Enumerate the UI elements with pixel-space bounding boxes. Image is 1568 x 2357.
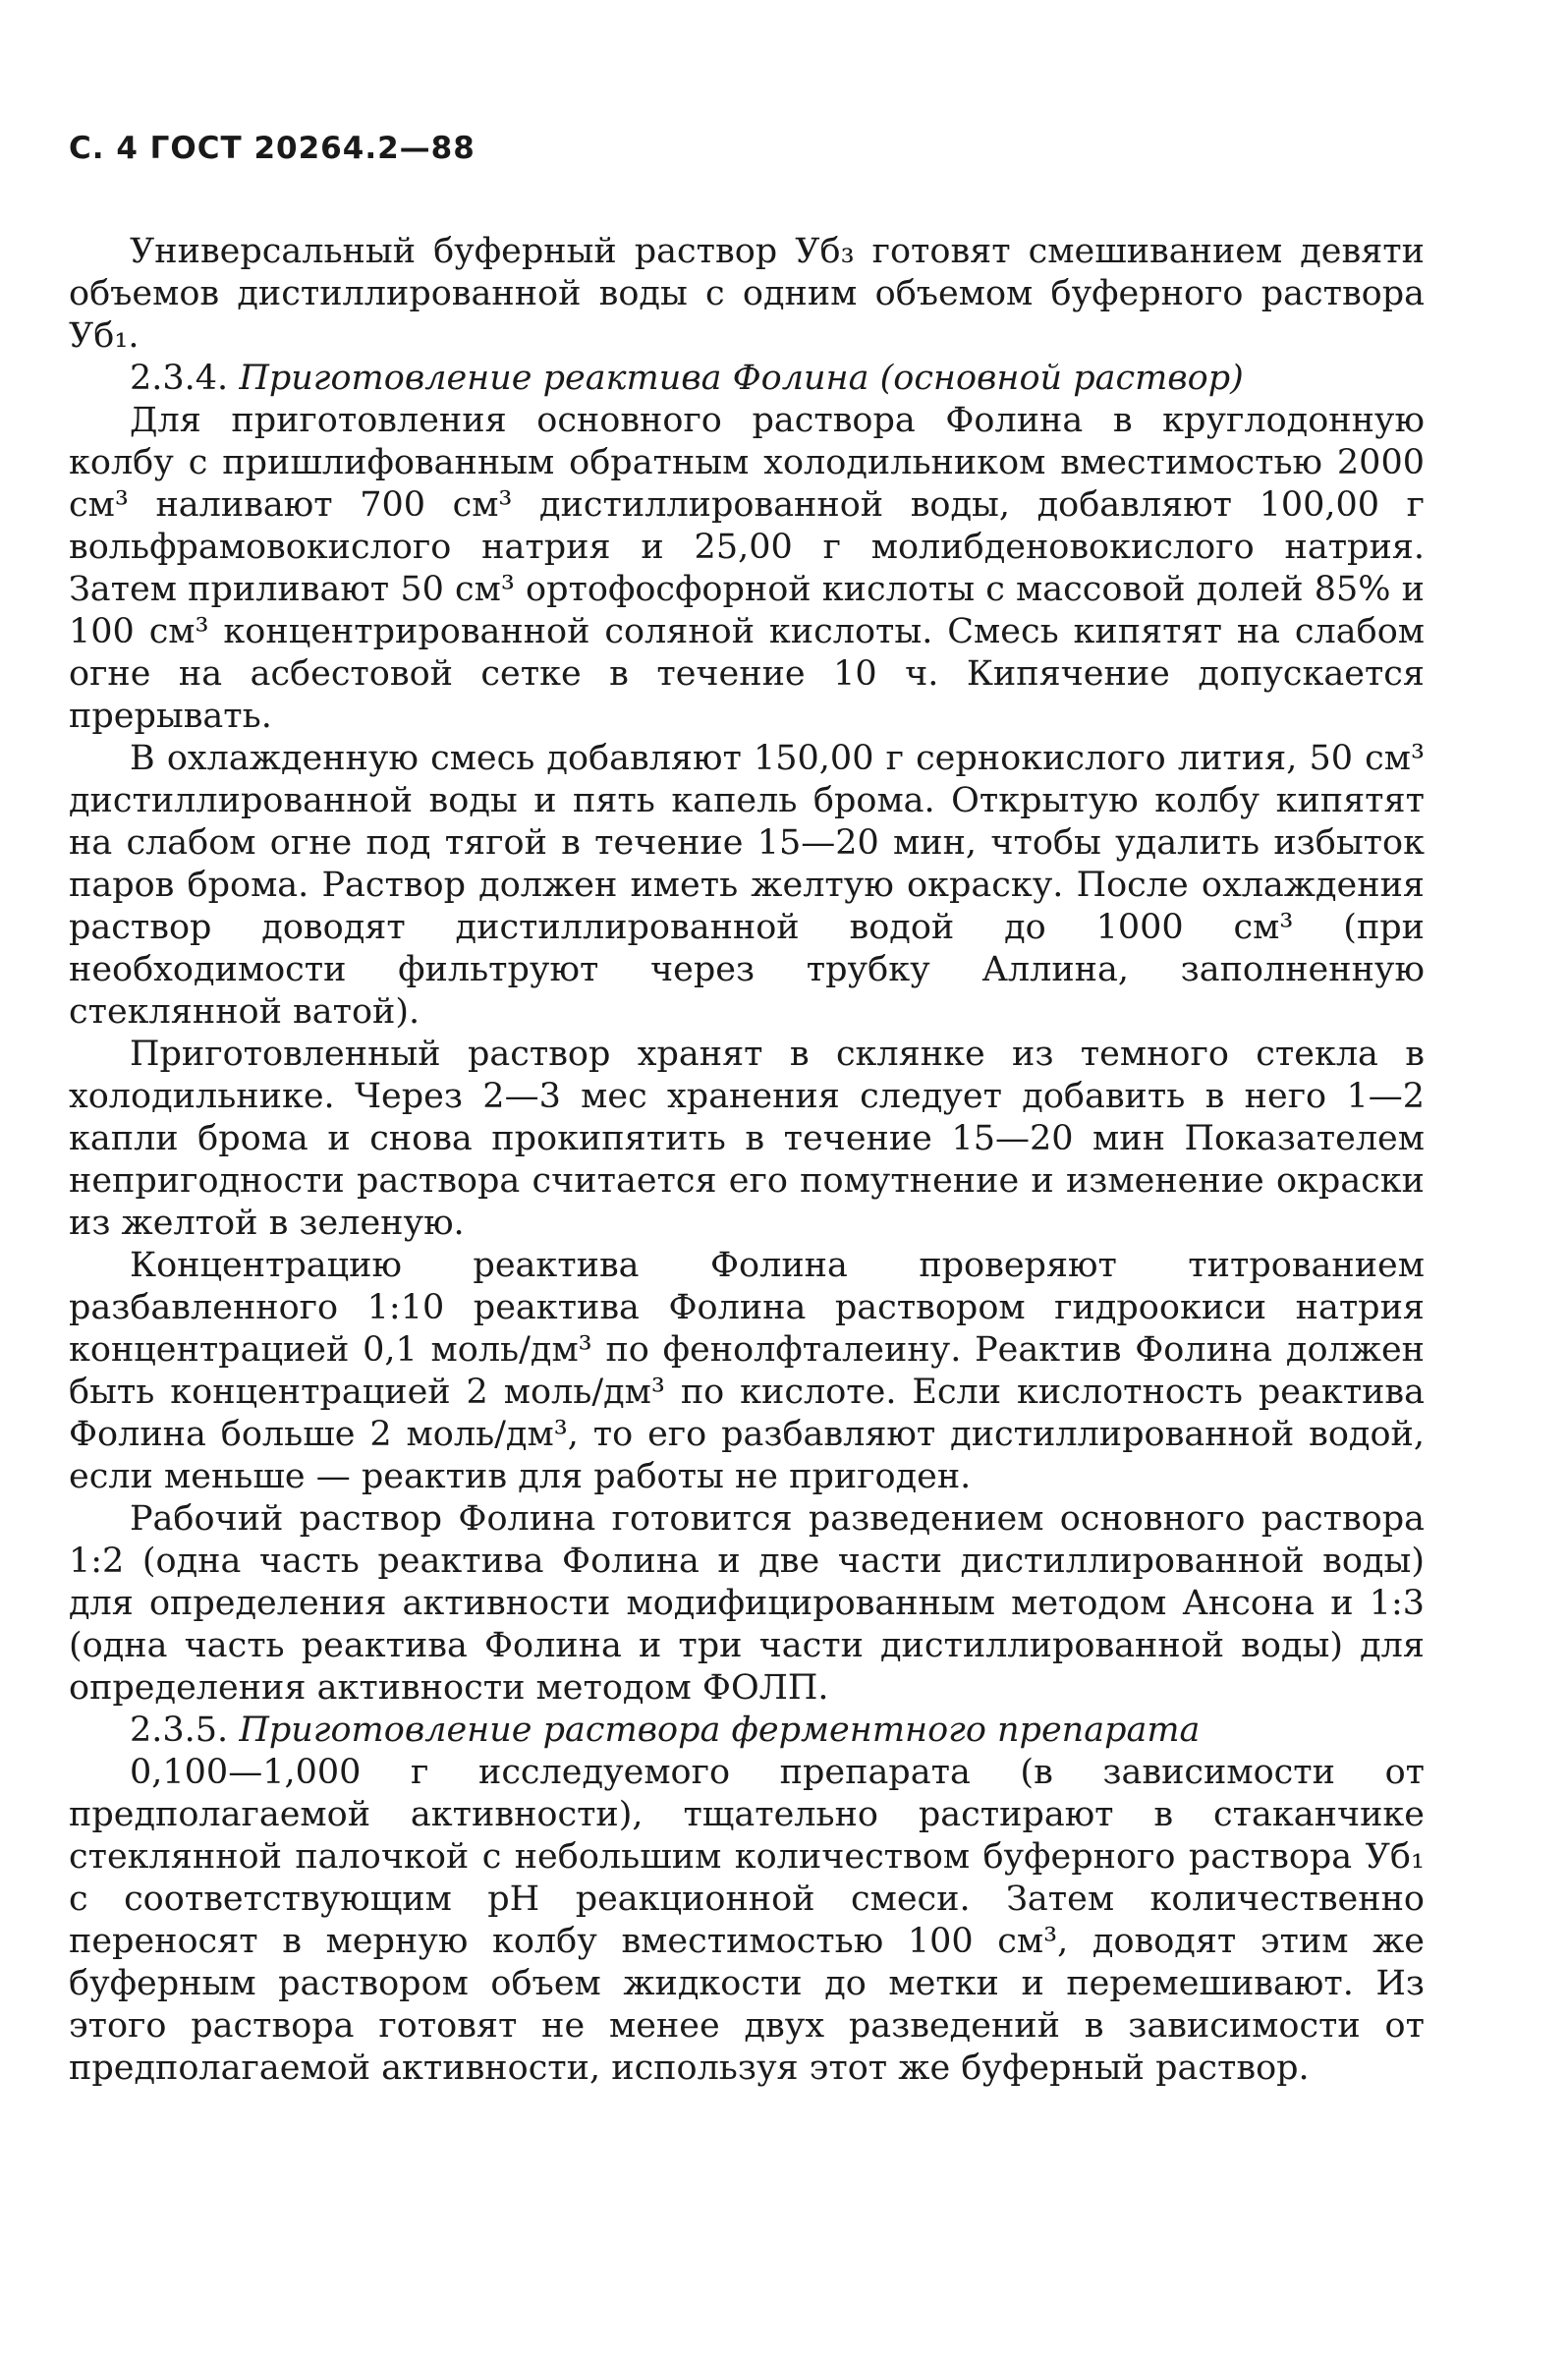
document-page: [69, 128, 1425, 2090]
paragraph-buffer-ub3: Универсальный буферный раствор Уб₃ готовят смешиванием девяти объемов дистиллированной воды с одним объемом буферного раствора Уб₁.: [69, 232, 1425, 356]
paragraph-storage: Приготовленный раствор хранят в склянке из темного стекла в холодильнике. Через 2—3 мес хранения следует добавить в него 1—2 капли брома и снова прокипятить в течение 15—20 мин Показателем непригодности раствора считается его помутнение и изменение окраски из желтой в зеленую.: [69, 1035, 1425, 1243]
section-title: Приготовление раствора ферментного препарата: [239, 1711, 1201, 1750]
section-2-3-4-heading: [69, 358, 1425, 400]
paragraph-enzyme-solution: 0,100—1,000 г исследуемого препарата (в зависимости от предполагаемой активности), тщательно растирают в стаканчике стеклянной палочкой с небольшим количеством буферного раствора Уб₁ с соответствующим pH реакционной смеси. Затем количественно переносят в мерную колбу вместимостью 100 см³, доводят этим же буферным раствором объем жидкости до метки и перемешивают. Из этого раствора готовят не менее двух разведений в зависимости от предполагаемой активности, используя этот же буферный раствор.: [69, 1753, 1425, 2088]
page-header: С. 4 ГОСТ 20264.2—88: [69, 131, 476, 166]
section-number: 2.3.4.: [130, 359, 229, 398]
paragraph-folin-preparation: Для приготовления основного раствора Фолина в круглодонную колбу с пришлифованным обратным холодильником вместимостью 2000 см³ наливают 700 см³ дистиллированной воды, добавляют 100,00 г вольфрамовокислого натрия и 25,00 г молибденовокислого натрия. Затем приливают 50 см³ ортофосфорной кислоты с массовой долей 85% и 100 см³ концентрированной соляной кислоты. Смесь кипятят на слабом огне на асбестовой сетке в течение 10 ч. Кипячение допускается прерывать.: [69, 401, 1425, 736]
paragraph-concentration-check: Концентрацию реактива Фолина проверяют титрованием разбавленного 1:10 реактива Фолина раствором гидроокиси натрия концентрацией 0,1 моль/дм³ по фенолфталеину. Реактив Фолина должен быть концентрацией 2 моль/дм³ по кислоте. Если кислотность реактива Фолина больше 2 моль/дм³, то его разбавляют дистиллированной водой, если меньше — реактив для работы не пригоден.: [69, 1246, 1425, 1496]
section-title: Приготовление реактива Фолина (основной раствор): [239, 359, 1244, 398]
paragraph-lithium-sulfate: В охлажденную смесь добавляют 150,00 г сернокислого лития, 50 см³ дистиллированной воды и пять капель брома. Открытую колбу кипятят на слабом огне под тягой в течение 15—20 мин, чтобы удалить избыток паров брома. Раствор должен иметь желтую окраску. После охлаждения раствор доводят дистиллированной водой до 1000 см³ (при необходимости фильтруют через трубку Аллина, заполненную стеклянной ватой).: [69, 739, 1425, 1032]
section-number: 2.3.5.: [130, 1711, 229, 1750]
paragraph-working-solution: Рабочий раствор Фолина готовится разведением основного раствора 1:2 (одна часть реактива Фолина и две части дистиллированной воды) для определения активности модифицированным методом Ансона и 1:3 (одна часть реактива Фолина и три части дистиллированной воды) для определения активности методом ФОЛП.: [69, 1499, 1425, 1708]
section-2-3-5-heading: [69, 1710, 1425, 1752]
